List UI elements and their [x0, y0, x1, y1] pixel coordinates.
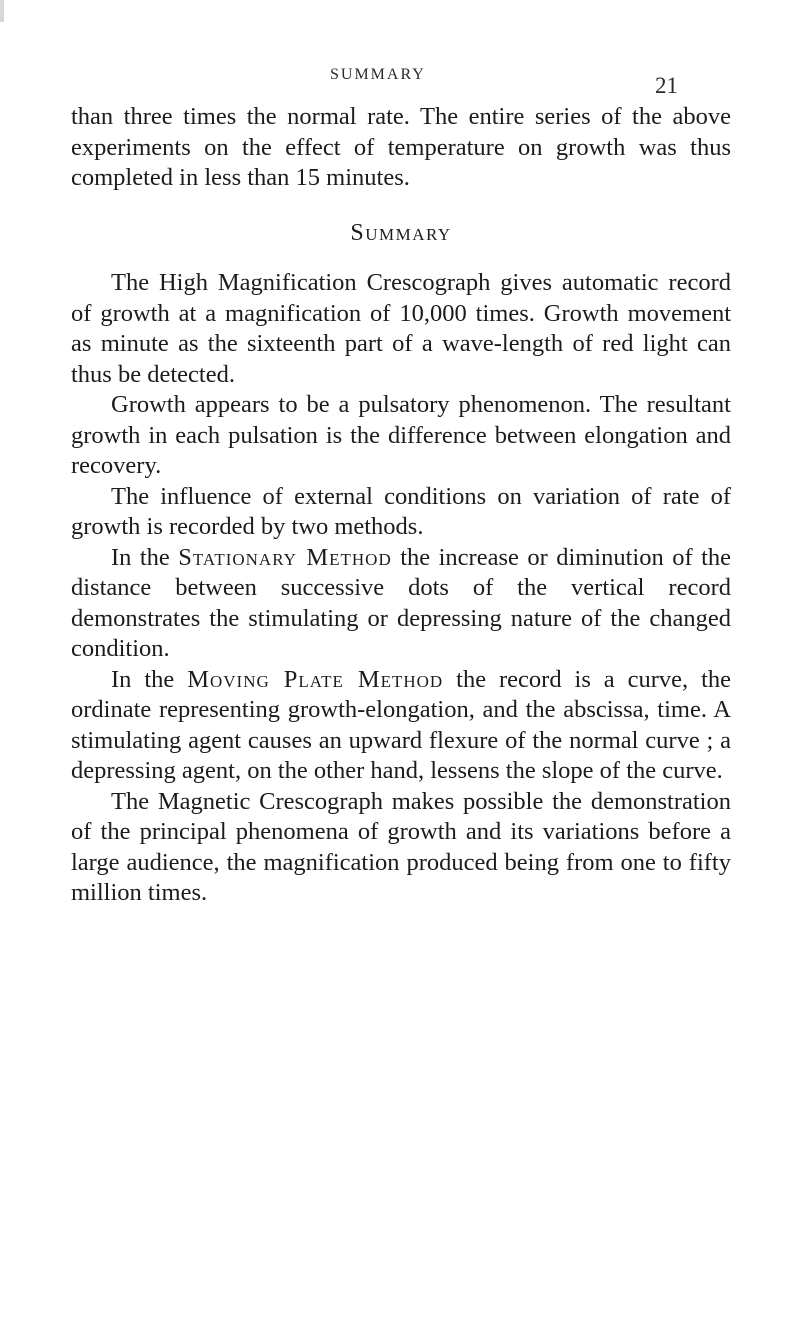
section-heading: Summary [350, 219, 452, 246]
stationary-method-lead: In the [111, 543, 170, 571]
moving-plate-method-lead: In the [111, 665, 175, 693]
moving-plate-method-text: the record is a curve, the ordinate representing growth-elongation, and the abscissa, time. A stimulating agent causes an upward flexure of the normal curve ; a depressing agent, on the other hand, lessens the slope of the curve. [71, 665, 731, 784]
carryover-paragraph: than three times the normal rate. The entire series of the above experiments on the effect of temperature on growth was thus completed in less than 15 minutes. [71, 103, 731, 191]
paragraph-moving-plate-method [71, 665, 731, 787]
paragraph-two-methods: The influence of external conditions on variation of rate of growth is recorded by two methods. [71, 482, 731, 540]
paragraph-magnetic-crescograph: The Magnetic Crescograph makes possible the demonstration of the principal phenomena of growth and its variations before a large audience, the magnification produced being from one to fifty million times. [71, 787, 731, 906]
paragraph-pulsatory-growth: Growth appears to be a pulsatory phenomenon. The resultant growth in each pulsation is the difference between elongation and recovery. [71, 391, 731, 479]
paragraph-stationary-method [71, 543, 731, 665]
paragraph-high-magnification-crescograph: The High Magnification Crescograph gives automatic record of growth at a magnification of 10,000 times. Growth movement as minute as the sixteenth part of a wave-length of red light can thus be detected. [71, 269, 731, 388]
stationary-method-text: the increase or diminution of the distance between successive dots of the vertical record demonstrates the stimulating or depressing nature of the changed condition. [71, 543, 731, 662]
running-head: SUMMARY [330, 66, 426, 83]
page-edge-mark [0, 0, 4, 22]
body-text [71, 102, 731, 909]
page-number: 21 [655, 73, 678, 98]
stationary-method-term: Stationary Method [178, 543, 392, 571]
moving-plate-method-term: Moving Plate Method [187, 665, 444, 693]
